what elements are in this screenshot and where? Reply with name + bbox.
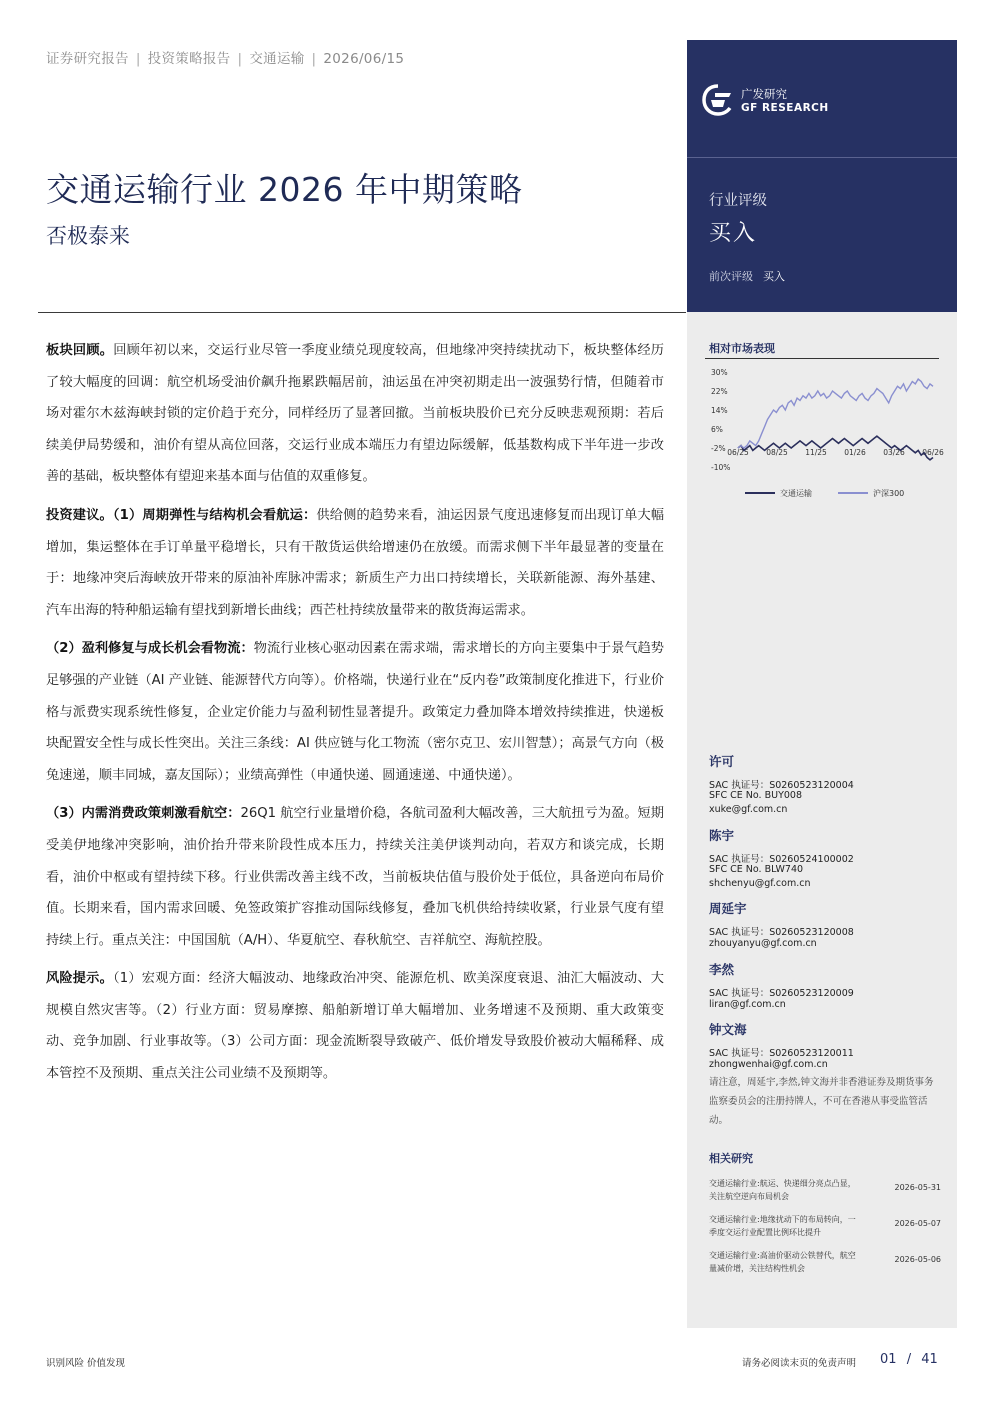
breadcrumb-item: 投资策略报告: [147, 51, 231, 67]
analyst-sfc: SFC CE No. BUY008: [709, 790, 803, 801]
analyst-email[interactable]: zhouyanyu@gf.com.cn: [709, 938, 817, 949]
page-total: 41: [921, 1352, 938, 1367]
related-research-text: 交通运输行业:航运、快递细分亮点凸显，关注航空逆向布局机会: [709, 1179, 856, 1201]
y-tick-label: -2%: [711, 444, 726, 453]
paragraph-investment-advice: [46, 500, 664, 626]
analyst-license-note: 请注意，周延宇,李然,钟文海并非香港证券及期货事务监察委员会的注册持牌人，不可在香港从事受监管活动。: [709, 1077, 934, 1126]
analyst-sac: SAC 执证号：S0260523120008: [709, 927, 854, 938]
paragraph-lead: （3）内需消费政策刺激看航空：: [46, 806, 241, 822]
related-research-text: 交通运输行业:高油价驱动公铁替代，航空量减价增，关注结构性机会: [709, 1251, 856, 1273]
x-tick-label: 01/26: [844, 448, 866, 457]
chart-title-divider: [705, 358, 939, 359]
page-separator: /: [906, 1352, 912, 1367]
x-tick-label: 06/25: [727, 448, 749, 457]
paragraph-text: （1）宏观方面：经济大幅波动、地缘政治冲突、能源危机、欧美深度衰退、油汇大幅波动、大规模自然灾害等。（2）行业方面：贸易摩擦、船舶新增订单大幅增加、业务增速不及预期、重大政策变动、竞争加剧、行业事故等。（3）公司方面：现金流断裂导致破产、低价增发导致股价被动大幅稀释、成本管控不及预期、重点关注公司业绩不及预期等。: [46, 971, 664, 1082]
y-tick-label: 30%: [711, 368, 728, 377]
x-tick-label: 11/25: [805, 448, 827, 457]
paragraph-sector-review: [46, 335, 664, 493]
analyst-email[interactable]: zhongwenhai@gf.com.cn: [709, 1059, 828, 1070]
related-research-item[interactable]: [709, 1249, 941, 1285]
y-tick-label: -10%: [711, 463, 731, 472]
analyst-name: 钟文海: [709, 1022, 747, 1037]
analyst-sac: SAC 执证号：S0260523120004: [709, 780, 854, 791]
panel-divider: [687, 157, 957, 158]
related-research-item[interactable]: [709, 1213, 941, 1249]
y-tick-label: 22%: [711, 387, 728, 396]
logo-text-en: GF RESEARCH: [741, 102, 829, 114]
x-tick-label: 03/26: [883, 448, 905, 457]
y-tick-label: 6%: [711, 425, 723, 434]
footer-slogan: 识别风险 价值发现: [46, 1358, 126, 1369]
report-body: [46, 335, 664, 1097]
header-divider: [38, 312, 686, 313]
analyst-sac: SAC 执证号：S0260523120011: [709, 1048, 854, 1059]
rating-panel: [687, 40, 957, 312]
related-research-item[interactable]: [709, 1177, 941, 1213]
analyst-name: 李然: [709, 962, 735, 977]
paragraph-logistics: [46, 633, 664, 791]
paragraph-lead: 板块回顾。: [46, 343, 114, 358]
previous-rating-value: 买入: [763, 270, 785, 283]
chart-title: 相对市场表现: [709, 342, 775, 355]
paragraph-text: 供给侧的趋势来看，油运因景气度迅速修复而出现订单大幅增加，集运整体在手订单量平稳增长，只有干散货运供给增速仍在放缓。而需求侧下半年最显著的变量在于：地缘冲突后海峡放开带来的原油补库脉冲需求；新质生产力出口持续增长，关联新能源、海外基建、汽车出海的特种船运输有望找到新增长曲线；西芒杜持续放量带来的散货海运需求。: [46, 507, 665, 618]
logo-text-cn: 广发研究: [741, 87, 787, 101]
y-tick-label: 14%: [711, 406, 728, 415]
rating-label: 行业评级: [709, 193, 767, 209]
paragraph-lead: 投资建议。: [46, 507, 113, 523]
related-research-date: 2026-05-06: [894, 1255, 941, 1264]
gf-research-logo: [701, 83, 851, 119]
paragraph-text: 26Q1 航空行业量增价稳，各航司盈利大幅改善，三大航扭亏为盈。短期受美伊地缘冲突影响，油价抬升带来阶段性成本压力，持续关注美伊谈判动向，若双方和谈完成，长期看，油价中枢或有望持续下移。行业供需改善主线不改，当前板块估值与股价处于低位，具备逆向布局价值。长期来看，国内需求回暖、免签政策扩容推动国际线修复，叠加飞机供给持续收紧，行业景气度有望持续上行。重点关注：中国国航（A/H）、华夏航空、春秋航空、吉祥航空、海航控股。: [46, 806, 664, 948]
related-research-date: 2026-05-31: [894, 1183, 941, 1192]
analyst-name: 许可: [709, 754, 735, 769]
rating-value: 买入: [709, 221, 758, 246]
analyst-email[interactable]: liran@gf.com.cn: [709, 999, 786, 1010]
paragraph-aviation: [46, 798, 664, 956]
breadcrumb-item: 2026/06/15: [323, 51, 405, 67]
x-tick-label: 08/25: [766, 448, 788, 457]
paragraph-risk: [46, 963, 664, 1089]
report-title: 交通运输行业 2026 年中期策略: [46, 170, 523, 209]
paragraph-text: 回顾年初以来，交运行业尽管一季度业绩兑现度较高，但地缘冲突持续扰动下，板块整体经历了较大幅度的回调：航空机场受油价飙升拖累跌幅居前，油运虽在冲突初期走出一波强势行情，但随着市场对霍尔木兹海峡封锁的定价趋于充分，同样经历了显著回撤。当前板块股价已充分反映悲观预期：若后续美伊局势缓和，油价有望从高位回落，交运行业成本端压力有望边际缓解，低基数构成下半年进一步改善的基础，板块整体有望迎来基本面与估值的双重修复。: [46, 343, 664, 485]
paragraph-text: 物流行业核心驱动因素在需求端，需求增长的方向主要集中于景气趋势足够强的产业链（AI 产业链、能源替代方向等）。价格端，快递行业在“反内卷”政策制度化推进下，行业价格与派费实现系统性修复，企业定价能力与盈利韧性显著提升。政策定力叠加降本增效持续推进，快递板块配置安全性与成长性突出。关注三条线：AI 供应链与化工物流（密尔克卫、宏川智慧）；高景气方向（极兔速递，顺丰同城，嘉友国际）；业绩高弹性（申通快递、圆通速递、中通快递）。: [46, 641, 664, 783]
gf-logo-icon: [701, 83, 735, 117]
analyst-name: 陈宇: [709, 828, 735, 843]
series-line-1: [738, 379, 933, 448]
analyst-email[interactable]: shchenyu@gf.com.cn: [709, 878, 811, 889]
analyst-sfc: SFC CE No. BLW740: [709, 864, 804, 875]
footer-disclaimer-link[interactable]: 请务必阅读末页的免责声明: [742, 1358, 857, 1369]
page-current: 01: [880, 1352, 897, 1367]
previous-rating-label: 前次评级: [709, 270, 753, 283]
analyst-sac: SAC 执证号：S0260523120009: [709, 988, 854, 999]
legend-label: 交通运输: [780, 489, 812, 498]
previous-rating: [709, 268, 785, 284]
paragraph-lead: （2）盈利修复与成长机会看物流：: [46, 641, 254, 657]
analyst-email[interactable]: xuke@gf.com.cn: [709, 804, 788, 815]
related-research-date: 2026-05-07: [894, 1219, 941, 1228]
x-tick-label: 06/26: [922, 448, 944, 457]
page-number: [880, 1352, 938, 1367]
paragraph-sublead: （1）周期弹性与结构机会看航运：: [112, 507, 317, 523]
related-research-text: 交通运输行业:地缘扰动下的布局转向，一季度交运行业配置比例环比提升: [709, 1215, 856, 1237]
breadcrumb-item: 证券研究报告: [46, 51, 129, 67]
analyst-sac: SAC 执证号：S0260524100002: [709, 854, 854, 865]
analyst-name: 周延宇: [709, 901, 747, 916]
breadcrumb-item: 交通运输: [249, 51, 305, 67]
legend-label: 沪深300: [873, 489, 905, 498]
report-subtitle: 否极泰来: [46, 224, 130, 248]
related-research-title: 相关研究: [709, 1152, 753, 1165]
breadcrumb: 证券研究报告 | 投资策略报告 | 交通运输 | 2026/06/15: [46, 51, 405, 67]
paragraph-lead: 风险提示。: [46, 971, 113, 987]
relative-performance-chart: [705, 362, 944, 507]
